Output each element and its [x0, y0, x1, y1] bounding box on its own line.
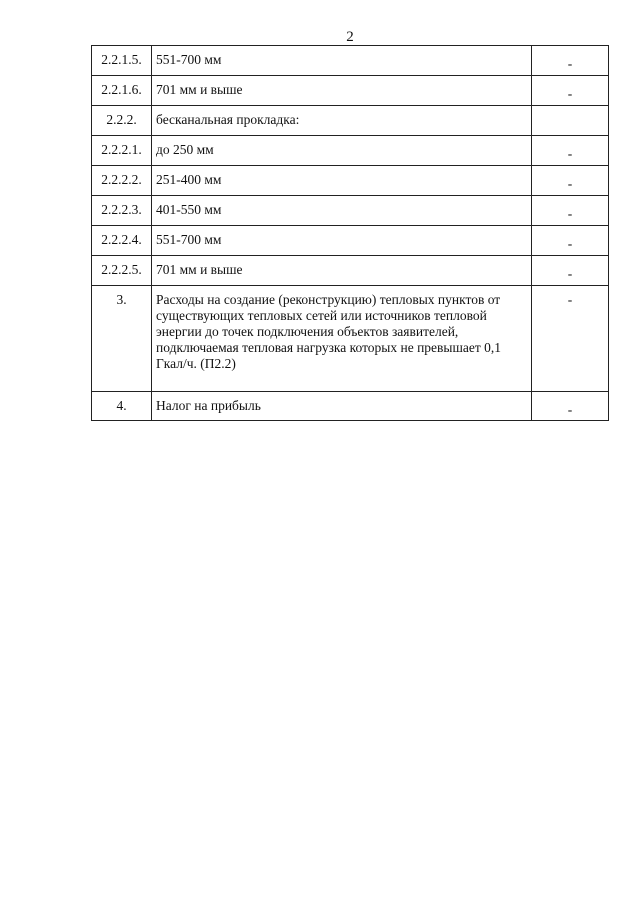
table-row — [92, 76, 609, 106]
row-name: 701 мм и выше — [152, 256, 532, 286]
cost-table — [91, 45, 609, 421]
table-row — [92, 226, 609, 256]
table-row — [92, 286, 609, 392]
row-number: 2.2.1.6. — [92, 76, 152, 106]
table-row — [92, 136, 609, 166]
table-row — [92, 392, 609, 421]
table-row — [92, 106, 609, 136]
row-number: 2.2.2.2. — [92, 166, 152, 196]
row-number: 2.2.2.1. — [92, 136, 152, 166]
row-number: 4. — [92, 392, 152, 421]
row-name: до 250 мм — [152, 136, 532, 166]
table-row — [92, 166, 609, 196]
row-name: 701 мм и выше — [152, 76, 532, 106]
row-name: Налог на прибыль — [152, 392, 532, 421]
row-name: 551-700 мм — [152, 46, 532, 76]
row-number: 2.2.2.3. — [92, 196, 152, 226]
row-name: бесканальная прокладка: — [152, 106, 532, 136]
row-name: 401-550 мм — [152, 196, 532, 226]
row-name: Расходы на создание (реконструкцию) тепловых пунктов от существующих тепловых сетей или источников тепловой энергии до точек подключения объектов заявителей, подключаемая тепловая нагрузка которых не превышает 0,1 Гкал/ч. (П2.2) — [152, 286, 532, 392]
page-number: 2 — [346, 29, 354, 45]
row-name: 551-700 мм — [152, 226, 532, 256]
row-value: - — [532, 256, 609, 286]
table-row — [92, 256, 609, 286]
table-row — [92, 196, 609, 226]
row-number: 2.2.2.5. — [92, 256, 152, 286]
row-value — [532, 106, 609, 136]
row-value: - — [532, 46, 609, 76]
row-value: - — [532, 226, 609, 256]
row-name: 251-400 мм — [152, 166, 532, 196]
row-value: - — [532, 136, 609, 166]
row-value: - — [532, 196, 609, 226]
row-value: - — [532, 166, 609, 196]
row-number: 3. — [92, 286, 152, 392]
row-value: - — [532, 76, 609, 106]
row-value: - — [532, 286, 609, 392]
row-value: - — [532, 392, 609, 421]
row-number: 2.2.2.4. — [92, 226, 152, 256]
row-number: 2.2.1.5. — [92, 46, 152, 76]
table-row — [92, 46, 609, 76]
row-number: 2.2.2. — [92, 106, 152, 136]
